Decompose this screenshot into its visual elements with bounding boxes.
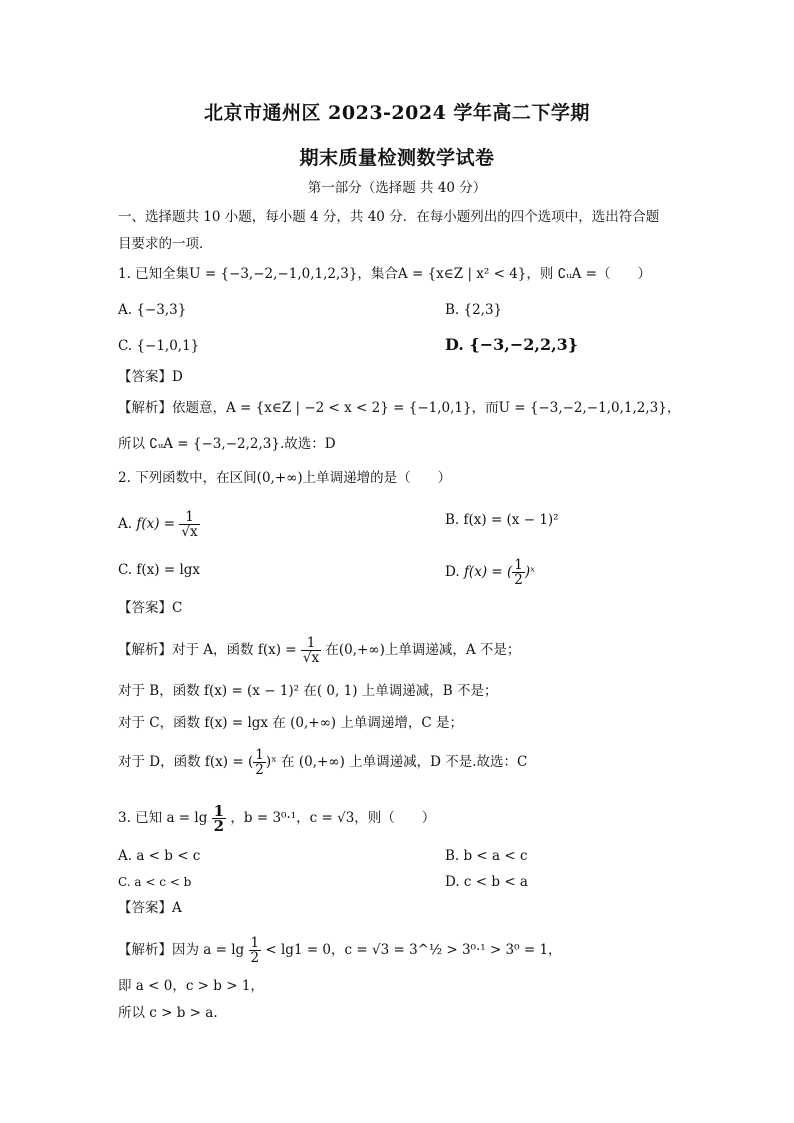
q3-explanation-line1: [118, 936, 562, 965]
q1-explanation-line1: 【解析】依题意，A = {x∈Z | −2 < x < 2} = {−1,0,1}，而U = {−3,−2,−1,0,1,2,3}，: [118, 400, 681, 416]
q2-exp-d-pre: 对于 D，函数 f(x) = (: [118, 754, 254, 770]
q2-explanation-a: [118, 636, 520, 665]
q3-exp1-fraction: [249, 936, 262, 965]
q2-option-d-lhs: f(x) = (: [463, 564, 513, 580]
fraction-numerator: 1: [250, 935, 260, 951]
fraction-denominator: √x: [181, 524, 198, 540]
q1-option-d: D. {−3,−2,2,3}: [445, 335, 579, 354]
q1-stem: 1. 已知全集U = {−3,−2,−1,0,1,2,3}，集合A = {x∈Z | x² < 4}，则 ∁ᵤA =（ ）: [118, 266, 651, 282]
q2-option-d: [445, 558, 535, 587]
q1-option-c: C. {−1,0,1}: [118, 338, 200, 354]
q2-answer: 【答案】C: [118, 600, 183, 616]
q2-exp-a-fraction: [301, 636, 321, 665]
document-title-line1: 北京市通州区 2023-2024 学年高二下学期: [204, 102, 590, 124]
q3-option-a: A. a < b < c: [118, 848, 201, 864]
q3-explanation-line3: 所以 c > b > a.: [118, 1005, 218, 1021]
q2-explanation-d: [118, 748, 527, 777]
q3-option-d: D. c < b < a: [445, 874, 528, 890]
fraction-denominator: 2: [213, 817, 225, 835]
q3-answer: 【答案】A: [118, 900, 182, 916]
fraction-numerator: 1: [255, 747, 264, 763]
q2-exp-a-post: 在(0,+∞)上单调递减，A 不是；: [325, 642, 521, 658]
q2-stem: 2. 下列函数中，在区间(0,+∞)上单调递增的是（ ）: [118, 470, 452, 486]
instructions-line2: 目要求的一项．: [118, 236, 213, 252]
q2-exp-d-fraction: [253, 748, 266, 777]
q2-option-a-fraction: [179, 510, 199, 539]
fraction-numerator: 1: [514, 557, 523, 573]
q1-explanation-line2: 所以 ∁ᵤA = {−3,−2,2,3}.故选：D: [118, 436, 336, 452]
q1-option-b: B. {2,3}: [445, 302, 503, 318]
q3-option-b: B. b < a < c: [445, 848, 528, 864]
q3-exp1-post: < lg1 = 0，c = √3 = 3^½ > 3⁰·¹ > 3⁰ = 1，: [265, 942, 562, 958]
q3-stem: [118, 804, 435, 833]
q3-explanation-line2: 即 a < 0，c > b > 1，: [118, 978, 264, 994]
q2-explanation-c: 对于 C，函数 f(x) = lgx 在 (0,+∞) 上单调递增，C 是；: [118, 715, 463, 731]
fraction-denominator: 2: [514, 572, 523, 588]
q2-exp-a-pre: 【解析】对于 A，函数 f(x) =: [118, 642, 297, 658]
q1-answer: 【答案】D: [118, 369, 183, 385]
instructions-line1: 一、选择题共 10 小题，每小题 4 分，共 40 分．在每小题列出的四个选项中，选出符合题: [118, 209, 660, 225]
q3-option-c: C. a < c < b: [118, 875, 192, 889]
q3-stem-fraction: [212, 804, 226, 833]
fraction-numerator: 1: [301, 636, 321, 651]
q3-stem-pre: 3. 已知 a = lg: [118, 810, 208, 826]
q2-exp-d-post: )ˣ 在 (0,+∞) 上单调递减，D 不是.故选：C: [265, 754, 528, 770]
fraction-numerator: 1: [179, 510, 199, 525]
q2-option-d-label: D.: [445, 564, 460, 580]
fraction-denominator: 2: [250, 950, 260, 966]
q3-exp1-pre: 【解析】因为 a = lg: [118, 942, 245, 958]
fraction-denominator: 2: [255, 762, 264, 778]
q2-explanation-b: 对于 B，函数 f(x) = (x − 1)² 在( 0, 1) 上单调递减，B 不是；: [118, 683, 498, 699]
q2-option-a-lhs: f(x) =: [136, 516, 176, 532]
q2-option-d-fraction: [512, 558, 525, 587]
q1-option-a: A. {−3,3}: [118, 302, 187, 318]
q2-option-b: B. f(x) = (x − 1)²: [445, 512, 559, 528]
section-heading: 第一部分（选择题 共 40 分）: [307, 180, 487, 196]
document-title-line2: 期末质量检测数学试卷: [299, 147, 495, 169]
fraction-denominator: √x: [302, 650, 320, 666]
fraction-numerator: 1: [213, 802, 225, 820]
q2-option-a-label: A.: [118, 516, 133, 532]
q3-stem-post: ，b = 3⁰·¹，c = √3，则（ ）: [230, 810, 436, 826]
q2-option-c: C. f(x) = lgx: [118, 562, 201, 578]
q2-option-a: [118, 510, 200, 539]
q2-option-d-rhs: )ˣ: [524, 564, 535, 580]
